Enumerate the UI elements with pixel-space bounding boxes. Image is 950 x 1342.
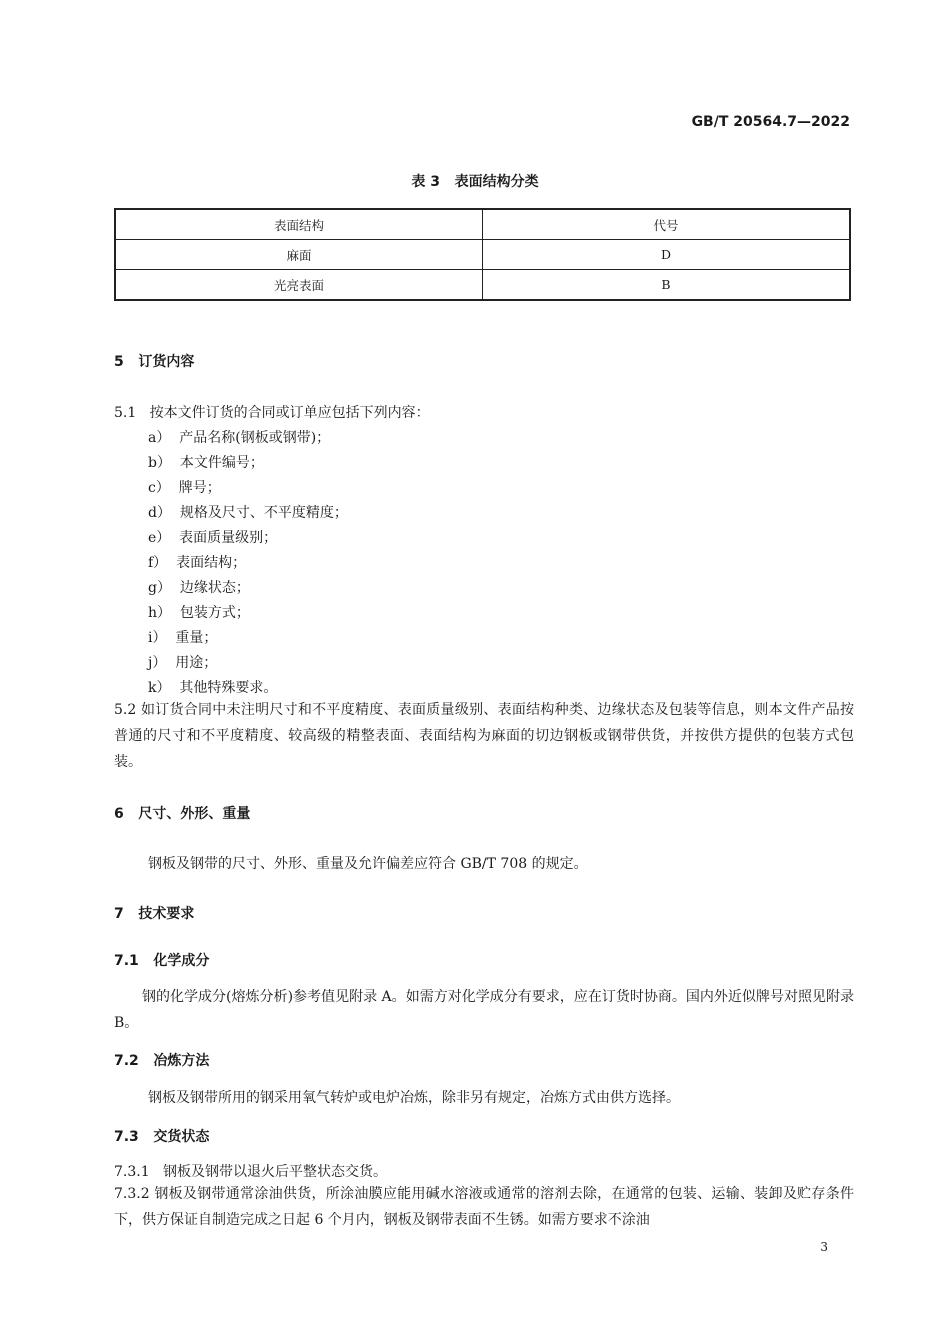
list-item: e） 表面质量级别； [148,530,278,546]
table-cell: B [483,270,851,301]
table-cell: D [483,240,851,270]
clause-7-2-heading: 7.2 冶炼方法 [114,1053,210,1069]
section-6-text: 钢板及钢带的尺寸、外形、重量及允许偏差应符合 GB/T 708 的规定。 [148,856,588,872]
page-number: 3 [820,1240,828,1254]
table-cell: 麻面 [115,240,483,270]
clause-5-1: 5.1 按本文件订货的合同或订单应包括下列内容： [114,405,430,421]
column-header-surface: 表面结构 [115,209,483,240]
surface-structure-table [114,208,851,301]
clause-7-3-heading: 7.3 交货状态 [114,1129,210,1145]
list-item: f） 表面结构； [148,555,247,571]
clause-7-1-text: 钢的化学成分(熔炼分析)参考值见附录 A。如需方对化学成分有要求，应在订货时协商。国内外近似牌号对照见附录 B。 [114,989,854,1031]
clause-5-2: 5.2 如订货合同中未注明尺寸和不平度精度、表面质量级别、表面结构种类、边缘状态及包装等信息，则本文件产品按普通的尺寸和不平度精度、较高级的精整表面、表面结构为麻面的切边钢板或钢带供货，并按供方提供的包装方式包装。 [114,702,854,770]
list-item: d） 规格及尺寸、不平度精度； [148,505,348,521]
table-row [115,240,850,270]
section-7-heading: 7 技术要求 [114,906,195,922]
list-item: c） 牌号； [148,480,221,496]
clause-7-2-text: 钢板及钢带所用的钢采用氧气转炉或电炉冶炼，除非另有规定，冶炼方式由供方选择。 [148,1090,680,1106]
list-item: h） 包装方式； [148,605,250,621]
list-item: j） 用途； [148,655,218,671]
clause-7-3-2: 7.3.2 钢板及钢带通常涂油供货，所涂油膜应能用碱水溶液或通常的溶剂去除，在通常的包装、运输、装卸及贮存条件下，供方保证自制造完成之日起 6 个月内，钢板及钢带表面不生锈。如需方要求不涂油 [114,1186,854,1228]
column-header-code: 代号 [483,209,851,240]
clause-7-1-heading: 7.1 化学成分 [114,953,210,969]
table-row [115,270,850,301]
table-cell: 光亮表面 [115,270,483,301]
section-6-heading: 6 尺寸、外形、重量 [114,806,251,822]
table-caption: 表 3 表面结构分类 [411,174,539,190]
list-item: b） 本文件编号； [148,455,264,471]
list-item: i） 重量； [148,630,218,646]
clause-7-3-1: 7.3.1 钢板及钢带以退火后平整状态交货。 [114,1164,387,1180]
list-item: k） 其他特殊要求。 [148,680,278,696]
document-code: GB/T 20564.7—2022 [691,114,850,130]
section-5-heading: 5 订货内容 [114,354,195,370]
table-header-row [115,209,850,240]
list-item: a） 产品名称(钢板或钢带)； [148,430,331,446]
list-item: g） 边缘状态； [148,580,250,596]
